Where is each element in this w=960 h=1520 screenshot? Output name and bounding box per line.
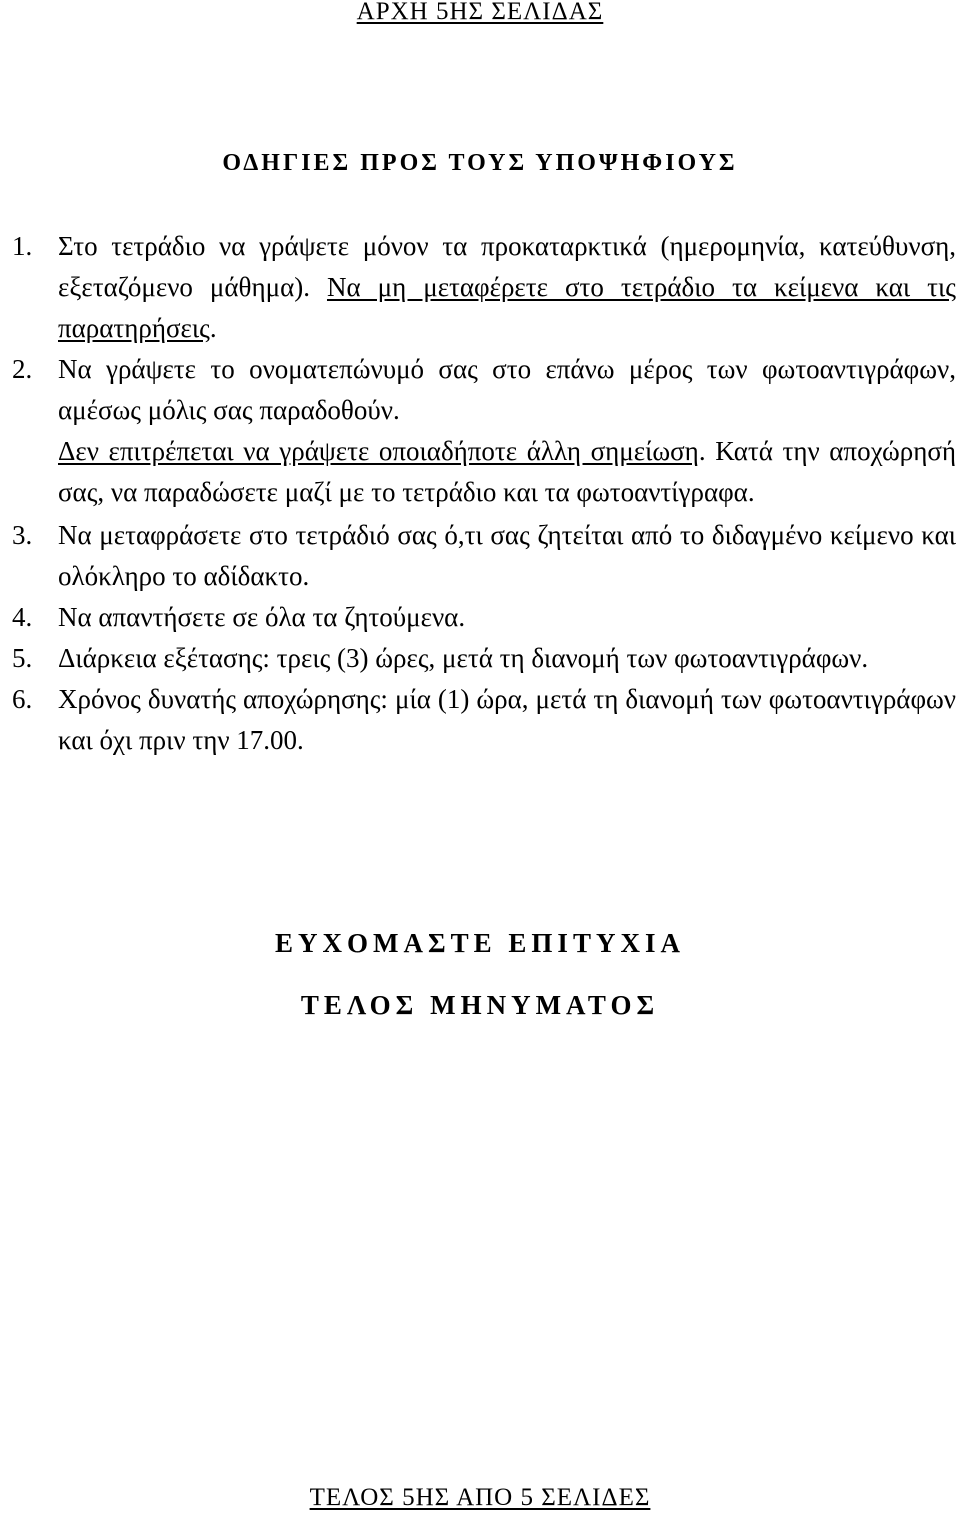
instruction-text: Χρόνος δυνατής αποχώρησης: μία (1) ώρα, μετά τη διανομή των φωτοαντιγράφων και όχι πριν την 17.00.	[58, 684, 956, 755]
page-footer: ΤΕΛΟΣ 5ΗΣ ΑΠΟ 5 ΣΕΛΙΔΕΣ	[309, 1484, 651, 1511]
instruction-number: 5.	[12, 643, 33, 673]
instruction-number: 1.	[12, 231, 33, 261]
instructions-list	[12, 226, 956, 761]
instruction-item-4	[12, 597, 956, 638]
instruction-text: Διάρκεια εξέτασης: τρεις (3) ώρες, μετά τη διανομή των φωτοαντιγράφων.	[58, 643, 869, 673]
instruction-text-part: Να γράψετε το ονοματεπώνυμό σας στο επάνω μέρος των φωτοαντιγράφων, αμέσως μόλις σας παραδοθούν.	[58, 354, 956, 425]
instruction-number: 3.	[12, 520, 33, 550]
instruction-number: 6.	[12, 684, 33, 714]
instruction-text-part: .	[209, 313, 217, 343]
end-of-message: ΤΕΛΟΣ ΜΗΝΥΜΑΤΟΣ	[300, 990, 660, 1020]
page-header: ΑΡΧΗ 5ΗΣ ΣΕΛΙΔΑΣ	[356, 0, 604, 25]
instruction-item-1	[12, 226, 956, 349]
instruction-text-part: . Κατά την αποχώρησή σας, να παραδώσετε μαζί με το τετράδιο και τα φωτοαντίγραφα.	[58, 436, 956, 507]
instruction-item-3	[12, 515, 956, 597]
instruction-text: Να απαντήσετε σε όλα τα ζητούμενα.	[58, 602, 466, 632]
instruction-text	[58, 226, 956, 349]
instruction-item-6	[12, 679, 956, 761]
instructions-heading: ΟΔΗΓΙΕΣ ΠΡΟΣ ΤΟΥΣ ΥΠΟΨΗΦΙΟΥΣ	[222, 150, 738, 176]
instruction-text	[58, 349, 956, 513]
instruction-item-5	[12, 638, 956, 679]
instruction-text: Να μεταφράσετε στο τετράδιό σας ό,τι σας ζητείται από το διδαγμένο κείμενο και ολόκληρο το αδίδακτο.	[58, 520, 956, 591]
instruction-number: 2.	[12, 354, 33, 384]
instruction-text-underlined: Δεν επιτρέπεται να γράψετε οποιαδήποτε άλλη σημείωση	[58, 436, 699, 466]
instruction-text-underlined: Να μη μεταφέρετε στο τετράδιο τα κείμενα και τις παρατηρήσεις	[58, 272, 956, 343]
instruction-number: 4.	[12, 602, 33, 632]
instruction-text-part: Στο τετράδιο να γράψετε μόνον τα προκαταρκτικά (ημερομηνία, κατεύθυνση, εξεταζόμενο μάθημα).	[58, 231, 956, 302]
good-luck-message: ΕΥΧΟΜΑΣΤΕ ΕΠΙΤΥΧΙΑ	[275, 928, 685, 958]
instruction-item-2	[12, 349, 956, 513]
